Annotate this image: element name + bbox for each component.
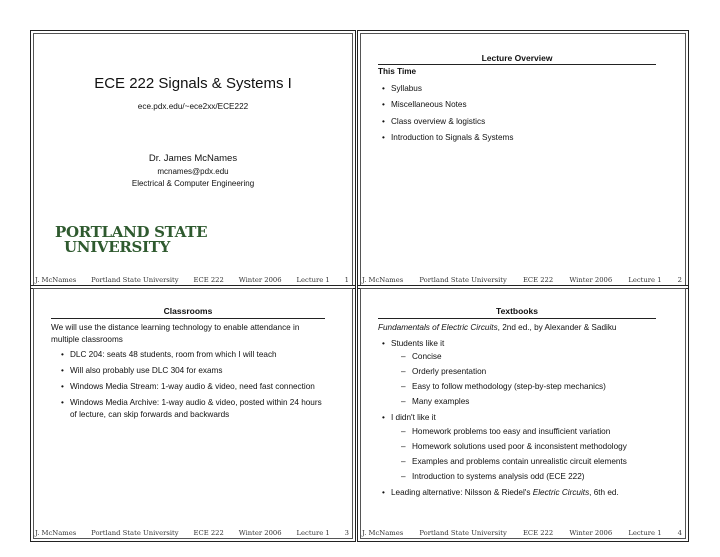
subheading: This Time bbox=[378, 67, 417, 76]
footer-term: Winter 2006 bbox=[238, 529, 282, 537]
sub-item: – Many examples bbox=[399, 396, 668, 409]
sub-item: – Concise bbox=[399, 351, 668, 364]
logo-line-1: PORTLAND STATE bbox=[55, 223, 208, 241]
slide-footer bbox=[362, 529, 682, 537]
footer-page: 1 bbox=[344, 276, 349, 284]
list-item: • Windows Media Stream: 1-way audio & video, need fast connection bbox=[59, 381, 325, 393]
like-sublist bbox=[399, 351, 668, 409]
footer-name: J. McNames bbox=[35, 529, 77, 537]
like-label: Students like it bbox=[391, 338, 445, 348]
footer-page: 2 bbox=[677, 276, 682, 284]
footer-lecture: Lecture 1 bbox=[296, 529, 330, 537]
heading-rule bbox=[378, 318, 656, 319]
slide-heading: Lecture Overview bbox=[481, 53, 553, 63]
footer-university: Portland State University bbox=[91, 529, 179, 537]
footer-university: Portland State University bbox=[419, 276, 507, 284]
list-item: • Will also probably use DLC 304 for exams bbox=[59, 365, 325, 377]
author-name: Dr. James McNames bbox=[148, 153, 238, 164]
slide-4 bbox=[357, 285, 689, 542]
dislike-sublist bbox=[399, 426, 668, 484]
slide-heading: Classrooms bbox=[163, 306, 213, 316]
slide-footer bbox=[35, 529, 349, 537]
list-item: • Class overview & logistics bbox=[380, 116, 658, 129]
list-item bbox=[380, 487, 668, 500]
footer-term: Winter 2006 bbox=[569, 276, 613, 284]
slide-footer bbox=[362, 276, 682, 284]
footer-lecture: Lecture 1 bbox=[296, 276, 330, 284]
slide-1 bbox=[30, 30, 356, 289]
list-item: • Miscellaneous Notes bbox=[380, 99, 658, 112]
dislike-label: I didn't like it bbox=[391, 413, 436, 423]
list-item bbox=[380, 338, 668, 409]
textbook-line bbox=[378, 322, 668, 335]
university-logo bbox=[55, 223, 207, 256]
department: Electrical & Computer Engineering bbox=[131, 179, 255, 188]
footer-name: J. McNames bbox=[362, 276, 404, 284]
footer-university: Portland State University bbox=[91, 276, 179, 284]
list-item: • Introduction to Signals & Systems bbox=[380, 132, 658, 145]
footer-course: ECE 222 bbox=[193, 276, 224, 284]
slide-footer bbox=[35, 276, 349, 284]
footer-term: Winter 2006 bbox=[569, 529, 613, 537]
course-url: ece.pdx.edu/~ece2xx/ECE222 bbox=[137, 102, 249, 111]
slide-3 bbox=[30, 285, 356, 542]
footer-name: J. McNames bbox=[362, 529, 404, 537]
logo-line-2: UNIVERSITY bbox=[64, 238, 171, 256]
textbook-details: , 2nd ed., by Alexander & Sadiku bbox=[497, 323, 617, 332]
alternative-prefix: Leading alternative: Nilsson & Riedel's bbox=[391, 487, 533, 497]
footer-lecture: Lecture 1 bbox=[628, 529, 662, 537]
slide-heading: Textbooks bbox=[496, 306, 538, 316]
footer-course: ECE 222 bbox=[193, 529, 224, 537]
slide-title: ECE 222 Signals & Systems I bbox=[94, 75, 292, 92]
textbook-list bbox=[380, 338, 668, 500]
sub-item: – Homework solutions used poor & inconsistent methodology bbox=[399, 441, 668, 454]
list-item: • DLC 204: seats 48 students, room from which I will teach bbox=[59, 349, 325, 361]
footer-course: ECE 222 bbox=[522, 529, 554, 537]
slide-2 bbox=[357, 30, 689, 289]
list-item bbox=[380, 412, 668, 483]
sub-item: – Homework problems too easy and insufficient variation bbox=[399, 426, 668, 439]
heading-rule bbox=[378, 64, 656, 65]
footer-name: J. McNames bbox=[35, 276, 77, 284]
heading-rule bbox=[51, 318, 325, 319]
footer-page: 4 bbox=[677, 529, 682, 537]
footer-term: Winter 2006 bbox=[238, 276, 282, 284]
intro-text: We will use the distance learning technology to enable attendance in multiple classrooms bbox=[51, 323, 300, 344]
footer-page: 3 bbox=[344, 529, 349, 537]
footer-lecture: Lecture 1 bbox=[628, 276, 662, 284]
sub-item: – Easy to follow methodology (step-by-step mechanics) bbox=[399, 381, 668, 394]
textbook-title: Fundamentals of Electric Circuits bbox=[378, 323, 498, 332]
footer-university: Portland State University bbox=[419, 529, 507, 537]
footer-course: ECE 222 bbox=[522, 276, 554, 284]
alternative-title: Electric Circuits bbox=[532, 487, 590, 497]
sub-item: – Orderly presentation bbox=[399, 366, 668, 379]
list-item: • Windows Media Archive: 1-way audio & video, posted within 24 hours of lecture, can skip forwards and backwards bbox=[59, 397, 325, 421]
author-email: mcnames@pdx.edu bbox=[157, 167, 229, 176]
classroom-list bbox=[59, 349, 325, 421]
list-item: • Syllabus bbox=[380, 83, 658, 96]
alternative-suffix: , 6th ed. bbox=[589, 487, 619, 497]
sub-item: – Examples and problems contain unrealistic circuit elements bbox=[399, 456, 668, 469]
overview-list bbox=[380, 83, 658, 145]
sub-item: – Introduction to systems analysis odd (ECE 222) bbox=[399, 471, 668, 484]
